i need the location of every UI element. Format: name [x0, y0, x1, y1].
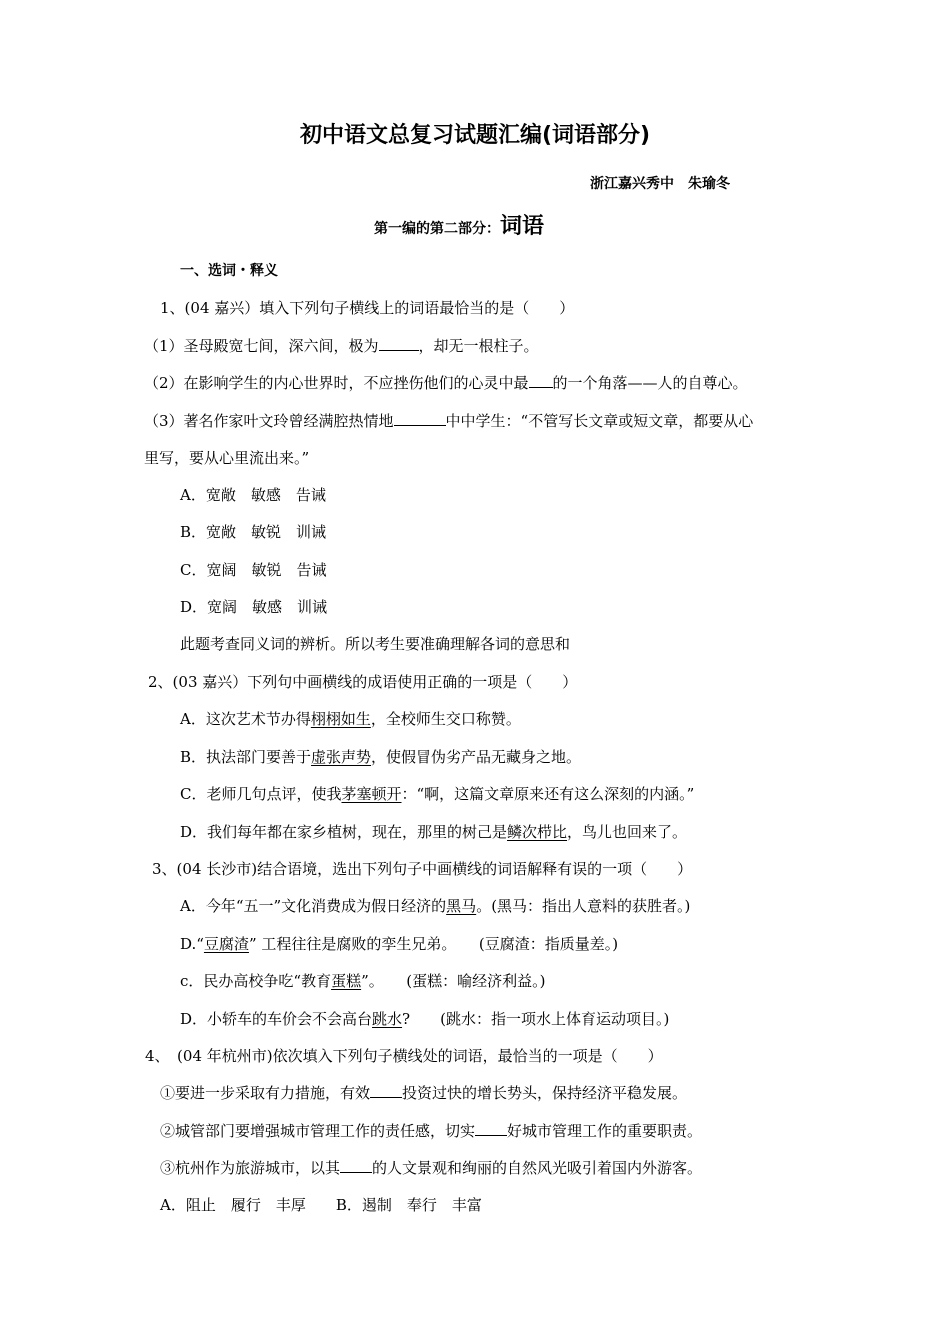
q4-stem: 4、 (04 年杭州市)依次填入下列句子横线处的词语，最恰当的一项是（ ） — [145, 1047, 663, 1065]
option-text: D．我们每年都在家乡植树，现在，那里的树己是 — [180, 823, 508, 841]
sentence-text: ②城管部门要增强城市管理工作的责任感，切实 — [160, 1122, 476, 1140]
section-heading: 一、选词・释义 — [180, 263, 278, 279]
option-text: B．执法部门要善于 — [180, 748, 312, 766]
part-title: 词语 — [500, 214, 545, 239]
answer-blank — [394, 411, 446, 426]
q1-s1-text-a: （1）圣母殿宽七间，深六间，极为 — [144, 337, 379, 355]
sentence-text: ①要进一步采取有力措施，有效 — [160, 1084, 371, 1102]
underlined-idiom: 茅塞顿开 — [341, 785, 402, 803]
q4-options: A．阻止 履行 丰厚 B．遏制 奉行 丰富 — [160, 1196, 482, 1214]
q4-sentence-2 — [160, 1121, 702, 1141]
q1-stem: 1、(04 嘉兴）填入下列句子横线上的词语最恰当的是（ ） — [160, 299, 575, 317]
q3-option-d — [180, 1009, 669, 1029]
option-text: A．这次艺术节办得 — [180, 710, 311, 728]
underlined-idiom: 鳞次栉比 — [507, 823, 568, 841]
q3-stem: 3、(04 长沙市)结合语境，选出下列句子中画横线的词语解释有误的一项（ ） — [152, 860, 693, 878]
sentence-text: 投资过快的增长势头，保持经济平稳发展。 — [402, 1084, 688, 1102]
answer-blank — [340, 1158, 372, 1173]
option-text: ，使假冒伪劣产品无藏身之地。 — [371, 748, 582, 766]
option-text: c．民办高校争吃“教育 — [180, 972, 332, 990]
option-text: D．小轿车的车价会不会高台 — [180, 1010, 373, 1028]
page-title: 初中语文总复习试题汇编(词语部分) — [299, 123, 651, 148]
q1-s2-text-b: 的一个角落——人的自尊心。 — [552, 374, 748, 392]
underlined-word: 跳水 — [372, 1010, 403, 1028]
option-text: A．今年“五一”文化消费成为假日经济的 — [180, 897, 447, 915]
answer-blank — [475, 1121, 507, 1136]
q4-sentence-1 — [160, 1083, 687, 1103]
answer-blank — [529, 373, 553, 388]
underlined-word: 黑马 — [446, 897, 477, 915]
q1-s3-text-b: 中中学生：“不管写长文章或短文章，都要从心 — [445, 412, 754, 430]
q1-option-d: D．宽阔 敏感 训诫 — [180, 598, 328, 616]
option-text: ，全校师生交口称赞。 — [370, 710, 521, 728]
option-text: ，鸟儿也回来了。 — [567, 823, 688, 841]
option-text: ? (跳水：指一项水上体育运动项目。) — [402, 1010, 670, 1028]
underlined-idiom: 虚张声势 — [311, 748, 372, 766]
answer-blank — [379, 336, 419, 351]
q2-option-c — [180, 784, 694, 804]
option-text: ” 工程往往是腐败的孪生兄弟。 (豆腐渣：指质量差。) — [248, 935, 619, 953]
option-text: C．老师几句点评，使我 — [180, 785, 342, 803]
author-line: 浙江嘉兴秀中 朱瑜冬 — [590, 176, 730, 192]
option-text: ：“啊，这篇文章原来还有这么深刻的内涵。” — [401, 785, 695, 803]
q3-option-b — [180, 934, 618, 954]
underlined-word: 豆腐渣 — [203, 935, 249, 953]
q1-sentence-2 — [144, 373, 748, 393]
option-text: ”。 (蛋糕：喻经济利益。) — [361, 972, 546, 990]
option-text: 。(黑马：指出人意料的获胜者。) — [476, 897, 691, 915]
option-text: D.“ — [180, 935, 204, 953]
answer-blank — [370, 1083, 402, 1098]
q1-option-b: B．宽敞 敏锐 训诫 — [180, 523, 327, 541]
q4-sentence-3 — [160, 1158, 702, 1178]
q2-stem: 2、(03 嘉兴）下列句中画横线的成语使用正确的一项是（ ） — [148, 673, 578, 691]
q2-option-a — [180, 709, 521, 729]
q1-analysis-note: 此题考查同义词的辨析。所以考生要准确理解各词的意思和 — [180, 635, 571, 653]
q1-s1-text-b: ，却无一根柱子。 — [418, 337, 539, 355]
q1-sentence-3 — [144, 411, 753, 431]
q1-s3-text-a: （3）著名作家叶文玲曾经满腔热情地 — [144, 412, 394, 430]
sentence-text: 的人文景观和绚丽的自然风光吸引着国内外游客。 — [372, 1159, 703, 1177]
q1-option-c: C．宽阔 敏锐 告诫 — [180, 561, 327, 579]
underlined-idiom: 栩栩如生 — [310, 710, 371, 728]
sentence-text: 好城市管理工作的重要职责。 — [507, 1122, 703, 1140]
underlined-word: 蛋糕 — [331, 972, 362, 990]
q3-option-c — [180, 971, 545, 991]
q2-option-b — [180, 747, 581, 767]
q1-option-a: A．宽敞 敏感 告诫 — [180, 486, 326, 504]
part-heading — [374, 209, 544, 240]
sentence-text: ③杭州作为旅游城市，以其 — [160, 1159, 341, 1177]
q1-sentence-1 — [144, 336, 539, 356]
q1-s2-text-a: （2）在影响学生的内心世界时，不应挫伤他们的心灵中最 — [144, 374, 529, 392]
q2-option-d — [180, 822, 687, 842]
q1-sentence-3-cont: 里写，要从心里流出来。” — [144, 449, 310, 467]
part-prefix: 第一编的第二部分： — [374, 221, 500, 237]
q3-option-a — [180, 896, 690, 916]
